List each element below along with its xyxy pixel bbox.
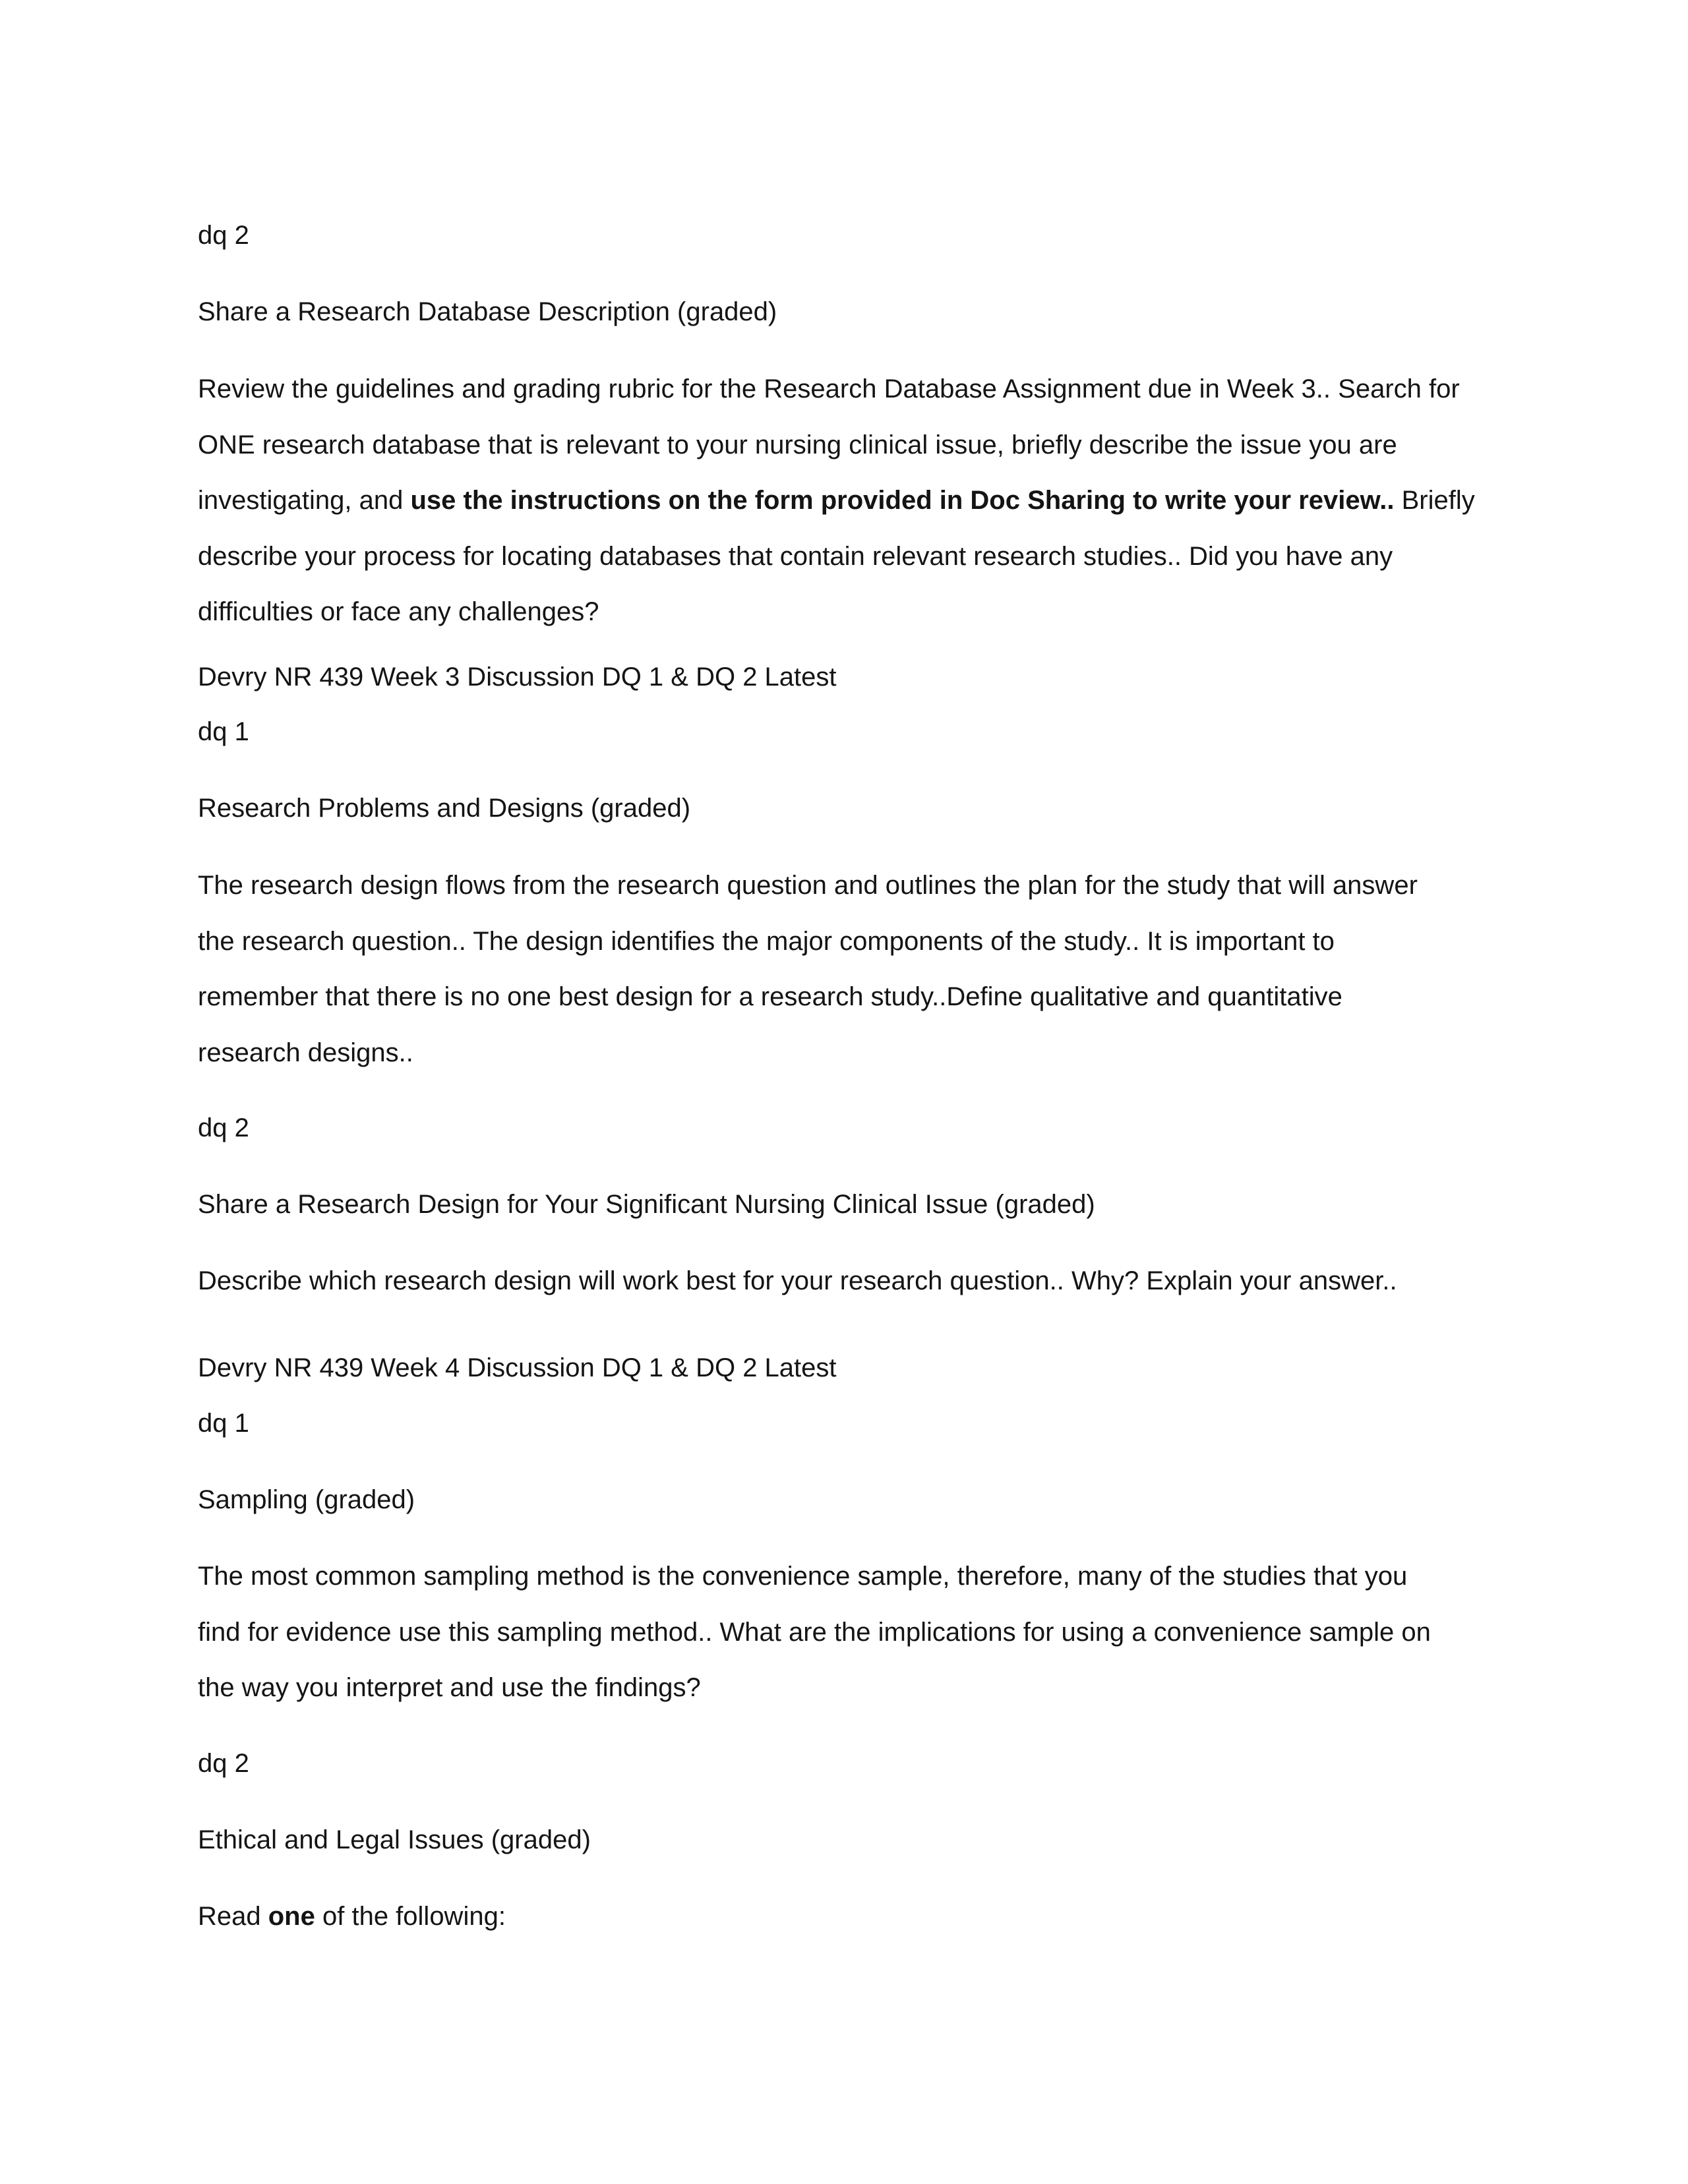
discussion-prompt-paragraph — [198, 858, 1490, 1080]
dq-label: dq 2 — [198, 221, 249, 250]
week-section-heading: Devry NR 439 Week 4 Discussion DQ 1 & DQ 2 Latest — [198, 1353, 837, 1382]
paragraph-line: The research design flows from the research question and outlines the plan for the study that will answer — [198, 871, 1418, 900]
paragraph-bold-text: one — [268, 1902, 315, 1931]
discussion-title: Research Problems and Designs (graded) — [198, 794, 691, 823]
week-section-heading: Devry NR 439 Week 3 Discussion DQ 1 & DQ 2 Latest — [198, 663, 837, 692]
paragraph-line: find for evidence use this sampling method.. What are the implications for using a convenience sample on — [198, 1617, 1431, 1647]
discussion-title: Ethical and Legal Issues (graded) — [198, 1825, 591, 1854]
paragraph-line: research designs.. — [198, 1038, 413, 1067]
paragraph-line — [198, 473, 1490, 529]
paragraph-line: describe your process for locating databases that contain relevant research studies.. Did you have any — [198, 541, 1393, 571]
discussion-title: Share a Research Database Description (graded) — [198, 297, 777, 326]
paragraph-line: difficulties or face any challenges? — [198, 597, 599, 626]
discussion-title: Share a Research Design for Your Significant Nursing Clinical Issue (graded) — [198, 1190, 1095, 1219]
discussion-prompt-paragraph — [198, 1901, 1490, 1932]
paragraph-text: Read — [198, 1902, 268, 1931]
dq-label: dq 2 — [198, 1113, 249, 1142]
dq-label: dq 1 — [198, 1409, 249, 1438]
paragraph-text: Briefly — [1394, 486, 1475, 515]
paragraph-line: the way you interpret and use the findings? — [198, 1673, 701, 1702]
dq-label: dq 2 — [198, 1749, 249, 1778]
paragraph-text: investigating, and — [198, 486, 411, 515]
discussion-prompt-paragraph — [198, 1549, 1490, 1716]
discussion-prompt-paragraph: Describe which research design will work best for your research question.. Why? Explain your answer.. — [198, 1266, 1397, 1295]
discussion-prompt-paragraph — [198, 361, 1490, 640]
paragraph-line: the research question.. The design identifies the major components of the study.. It is important to — [198, 926, 1335, 956]
paragraph-line: remember that there is no one best design for a research study..Define qualitative and quantitative — [198, 982, 1342, 1011]
paragraph-line: ONE research database that is relevant to your nursing clinical issue, briefly describe the issue you are — [198, 430, 1397, 459]
paragraph-bold-text: use the instructions on the form provided in Doc Sharing to write your review.. — [410, 486, 1395, 515]
dq-label: dq 1 — [198, 717, 249, 746]
paragraph-text: of the following: — [315, 1902, 506, 1931]
paragraph-line: Review the guidelines and grading rubric for the Research Database Assignment due in Week 3.. Search for — [198, 374, 1460, 403]
discussion-title: Sampling (graded) — [198, 1485, 415, 1514]
paragraph-line: The most common sampling method is the convenience sample, therefore, many of the studies that you — [198, 1562, 1408, 1591]
